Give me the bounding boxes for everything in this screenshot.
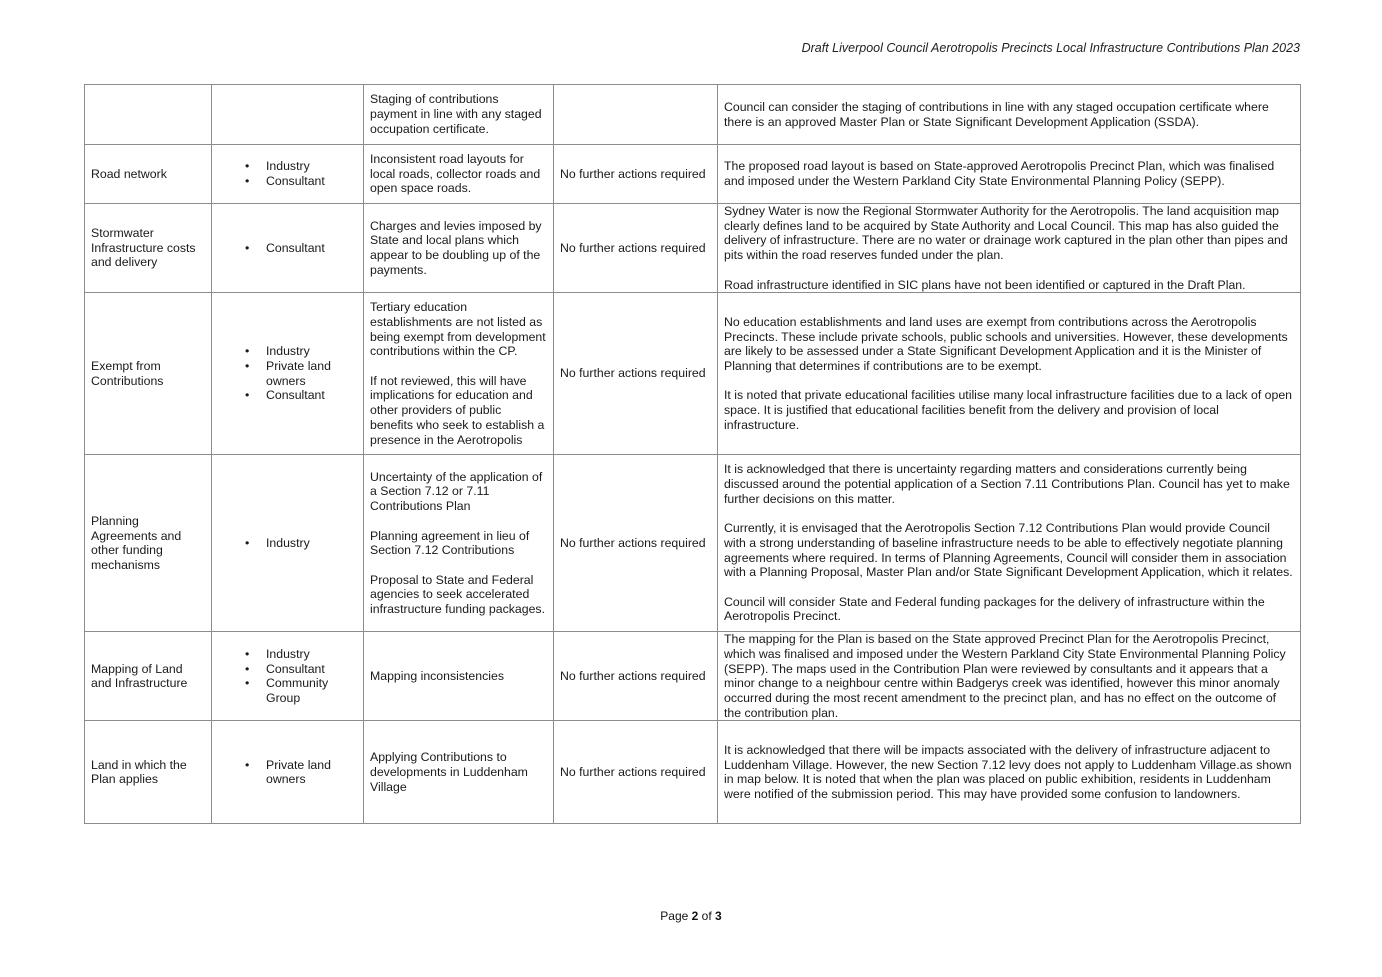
action-text: No further actions required: [560, 166, 706, 181]
response-text: It is acknowledged that there will be impacts associated with the delivery of infrastructure adjacent to Luddenham Village. However, the new Section 7.12 levy does not apply to Luddenham Village.as shown in map below. It is noted that when the plan was placed on public exhibition, residents in Luddenham were notified of the submission period. This may have provided some confusion to landowners.: [724, 743, 1292, 802]
table-body: [85, 85, 1301, 824]
stakeholder-item: • Industry: [266, 344, 357, 359]
stakeholder-list: [218, 647, 357, 706]
action-text: No further actions required: [560, 240, 706, 255]
topic-cell: [85, 145, 212, 204]
issues-cell: [364, 632, 554, 721]
table-row: [85, 85, 1301, 145]
stakeholders-cell: [212, 721, 364, 824]
response-text: No education establishments and land uses are exempt from contributions across the Aerotropolis Precincts. These include private schools, public schools and universities. However, these developments are likely to be assessed under a State Significant Development Application and it is the Minister of Planning that determines if contributions are to be exempt.: [724, 314, 1288, 373]
stakeholder-item: • Consultant: [266, 388, 357, 403]
table-row: [85, 632, 1301, 721]
response-text: Council can consider the staging of contributions in line with any staged occupation certificate where there is an approved Master Plan or State Significant Development Application (SSDA).: [724, 99, 1269, 129]
issues-cell: [364, 204, 554, 293]
stakeholder-item: • Consultant: [266, 174, 357, 189]
topic-text: Land in which the Plan applies: [91, 757, 187, 787]
response-cell: [718, 721, 1301, 824]
action-cell: [554, 85, 718, 145]
stakeholder-list: [218, 536, 357, 551]
issue-text: Charges and levies imposed by State and local plans which appear to be doubling up of the payments.: [370, 218, 542, 277]
response-text: The proposed road layout is based on State-approved Aerotropolis Precinct Plan, which was finalised and imposed under the Western Parkland City State Environmental Planning Policy (SEPP).: [724, 159, 1275, 188]
issue-text: Tertiary education establishments are not listed as being exempt from development contributions within the CP.: [370, 300, 546, 359]
issue-text: Planning agreement in lieu of Section 7.12 Contributions: [370, 528, 530, 558]
page-total: 3: [715, 909, 722, 923]
action-text: No further actions required: [560, 765, 706, 780]
topic-text: Stormwater Infrastructure costs and delivery: [91, 226, 196, 270]
topic-cell: [85, 455, 212, 632]
stakeholder-list: [218, 159, 357, 188]
document-header-title: Draft Liverpool Council Aerotropolis Precincts Local Infrastructure Contributions Plan 2023: [801, 41, 1300, 55]
topic-cell: [85, 293, 212, 455]
issue-text: Uncertainty of the application of a Section 7.12 or 7.11 Contributions Plan: [370, 469, 543, 514]
stakeholder-item: • Industry: [266, 159, 357, 174]
page-label: Page: [660, 909, 689, 923]
topic-text: Exempt from Contributions: [91, 359, 164, 388]
page-number: [0, 909, 1382, 923]
action-cell: [554, 293, 718, 455]
stakeholders-cell: [212, 632, 364, 721]
issues-cell: [364, 293, 554, 455]
issue-text: Proposal to State and Federal agencies to seek accelerated infrastructure funding packages.: [370, 572, 545, 616]
response-text: Sydney Water is now the Regional Stormwater Authority for the Aerotropolis. The land acquisition map clearly defines land to be acquired by State Authority and Local Council. This map has also guided the delivery of infrastructure. There are no water or drainage work captured in the plan other than pipes and pits within the road reserves funded under the plan.: [724, 204, 1288, 263]
issue-text: Staging of contributions payment in line with any staged occupation certificate.: [370, 92, 542, 136]
issue-text: If not reviewed, this will have implications for education and other providers of public benefits who seek to establish a presence in the Aerotropolis: [370, 373, 545, 447]
response-cell: [718, 293, 1301, 455]
stakeholder-item: • Industry: [266, 536, 357, 551]
table-row: [85, 204, 1301, 293]
response-text: Council will consider State and Federal funding packages for the delivery of infrastructure within the Aerotropolis Precinct.: [724, 594, 1265, 624]
stakeholder-item: • Private land owners: [266, 758, 357, 787]
response-text: Road infrastructure identified in SIC plans have not been identified or captured in the Draft Plan.: [724, 277, 1246, 292]
topic-text: Planning Agreements and other funding mechanisms: [91, 513, 182, 572]
action-cell: [554, 204, 718, 293]
action-cell: [554, 455, 718, 632]
stakeholder-item: • Industry: [266, 647, 357, 662]
table-row: [85, 455, 1301, 632]
table-row: [85, 293, 1301, 455]
action-cell: [554, 721, 718, 824]
topic-cell: [85, 204, 212, 293]
stakeholder-list: [218, 241, 357, 256]
response-cell: [718, 145, 1301, 204]
response-text: The mapping for the Plan is based on the State approved Precinct Plan for the Aerotropolis Precinct, which was finalised and imposed under the Western Parkland City State Environmental Planning Policy (SEPP). The maps used in the Contribution Plan were reviewed by consultants and it appears that a minor change to a neighbour centre within Badgerys creek was identified, however this minor anomaly occurred during the most recent amendment to the precinct plan, and has no effect on the outcome of the contribution plan.: [724, 632, 1286, 720]
topic-cell: [85, 85, 212, 145]
action-text: No further actions required: [560, 535, 706, 550]
topic-cell: [85, 721, 212, 824]
action-text: No further actions required: [560, 668, 706, 683]
stakeholders-cell: [212, 145, 364, 204]
action-text: No further actions required: [560, 366, 706, 381]
action-cell: [554, 145, 718, 204]
action-cell: [554, 632, 718, 721]
stakeholder-list: [218, 344, 357, 403]
issues-cell: [364, 721, 554, 824]
response-cell: [718, 85, 1301, 145]
topic-text: Road network: [91, 166, 167, 181]
stakeholder-item: • Private land owners: [266, 359, 357, 388]
stakeholders-cell: [212, 293, 364, 455]
table-row: [85, 721, 1301, 824]
table-row: [85, 145, 1301, 204]
response-text: It is acknowledged that there is uncertainty regarding matters and considerations currently being discussed around the potential application of a Section 7.11 Contributions Plan. Council has yet to make further decisions on this matter.: [724, 462, 1290, 506]
stakeholder-item: • Consultant: [266, 662, 357, 677]
issues-cell: [364, 145, 554, 204]
stakeholders-cell: [212, 455, 364, 632]
issue-text: Inconsistent road layouts for local roads, collector roads and open space roads.: [370, 151, 541, 196]
issue-text: Applying Contributions to developments in Luddenham Village: [370, 750, 528, 794]
stakeholders-cell: [212, 204, 364, 293]
response-text: It is noted that private educational facilities utilise many local infrastructure facilities due to a lack of open space. It is justified that educational facilities benefit from the delivery and provision of local infrastructure.: [724, 388, 1293, 432]
page-current: 2: [691, 909, 699, 923]
page-of-label: of: [701, 909, 712, 923]
stakeholder-item: • Community Group: [266, 676, 357, 705]
stakeholder-list: [218, 758, 357, 787]
response-cell: [718, 455, 1301, 632]
submissions-table: [84, 84, 1301, 824]
issues-cell: [364, 455, 554, 632]
issues-cell: [364, 85, 554, 145]
issue-text: Mapping inconsistencies: [370, 668, 504, 683]
response-cell: [718, 204, 1301, 293]
topic-text: Mapping of Land and Infrastructure: [91, 661, 188, 691]
response-cell: [718, 632, 1301, 721]
response-text: Currently, it is envisaged that the Aerotropolis Section 7.12 Contributions Plan would provide Council with a strong understanding of baseline infrastructure needs to be able to effectively negotiate planning agreements where required. In terms of Planning Agreements, Council will consider them in association with a Planning Proposal, Master Plan and/or State Significant Development Application, which it relates.: [724, 521, 1293, 580]
topic-cell: [85, 632, 212, 721]
stakeholders-cell: [212, 85, 364, 145]
stakeholder-item: • Consultant: [266, 241, 357, 256]
